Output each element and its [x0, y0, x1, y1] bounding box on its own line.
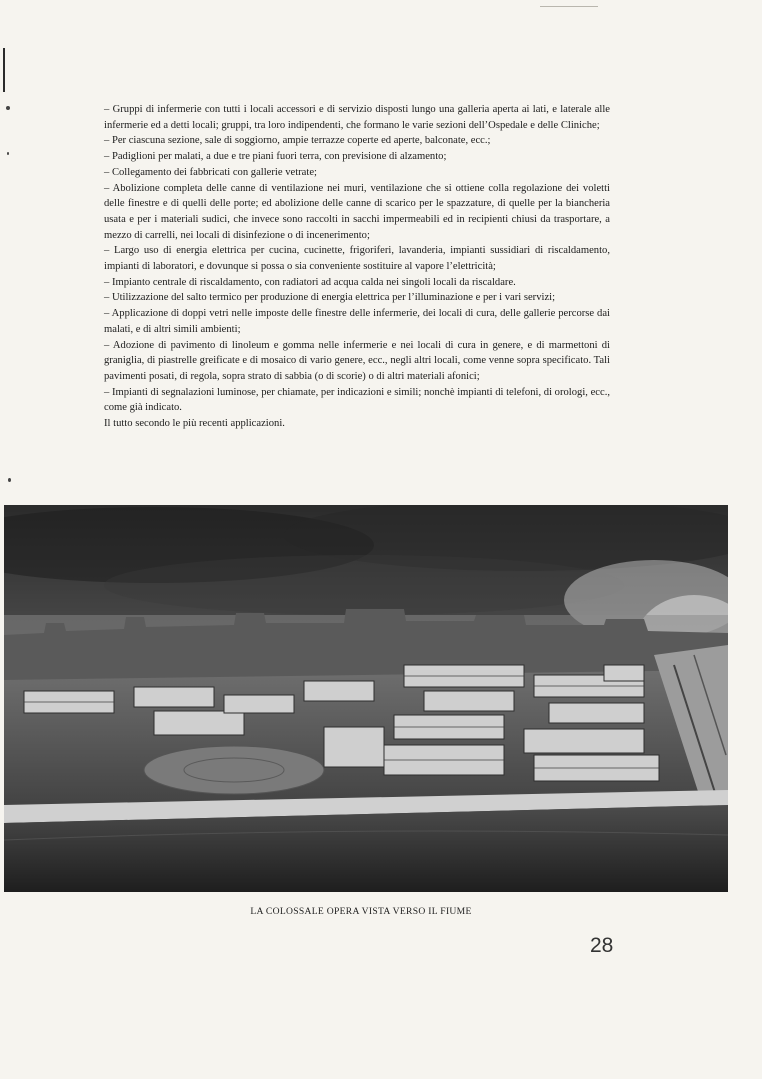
paragraph-doppi-vetri: – Applicazione di doppi vetri nelle imposte delle finestre delle infermerie, dei locali di cura, delle gallerie percorse dai malati, e di altri simili ambienti; [104, 308, 610, 335]
paragraph-soggiorno: – Per ciascuna sezione, sale di soggiorno, ampie terrazze coperte ed aperte, balconate, ecc.; [104, 135, 491, 147]
binding-mark [3, 48, 5, 92]
body-text [104, 102, 610, 432]
paragraph-collegamento: – Collegamento dei fabbricati con gallerie vetrate; [104, 166, 317, 178]
paragraph-salto-termico: – Utilizzazione del salto termico per produzione di energia elettrica per l’illuminazione e per i vari servizi; [104, 292, 556, 304]
paragraph-conclusione: Il tutto secondo le più recenti applicazioni. [104, 418, 285, 430]
paragraph-gruppi: – Gruppi di infermerie con tutti i locali accessori e di servizio disposti lungo una galleria aperta ai lati, e laterale alle infermerie ed a detti locali; gruppi, tra loro indipendenti, che formano le varie sezioni dell’Ospedale e delle Cliniche; [104, 104, 610, 131]
paragraph-riscaldamento: – Impianto centrale di riscaldamento, con radiatori ad acqua calda nei singoli locali da riscaldare. [104, 276, 516, 288]
paragraph-abolizione: – Abolizione completa delle canne di ventilazione nei muri, ventilazione che si ottiene colla regolazione dei voletti delle finestre e di quelli delle porte; ed abolizione delle canne di scarico per le spazzature, di quelle per la biancheria usata e per i materiali sudici, che invece sono raccolti in sacchi impermeabili ed in recipienti chiusi da trasportare, a mezzo di carrelli, nei locali di disinfezione o di incenerimento; [104, 182, 610, 241]
scan-speck [8, 478, 11, 482]
page-edge-mark [540, 0, 598, 7]
scan-speck [6, 106, 10, 110]
aerial-photo-illustration [4, 505, 728, 892]
photo-caption: LA COLOSSALE OPERA VISTA VERSO IL FIUME [250, 906, 472, 917]
paragraph-energia-elettrica: – Largo uso di energia elettrica per cucina, cucinette, frigoriferi, lavanderia, impianti sussidiari di riscaldamento, impianti di laboratori, e dovunque si possa o sia conveniente sostituire al vapore l’elettricità; [104, 245, 610, 273]
paragraph-padiglioni: – Padiglioni per malati, a due e tre piani fuori terra, con previsione di alzamento; [104, 151, 447, 163]
paragraph-segnalazioni: – Impianti di segnalazioni luminose, per chiamate, per indicazioni e simili; nonchè impianti di telefoni, di orologi, ecc., come già indicato. [104, 386, 610, 414]
aerial-photo [4, 505, 728, 892]
page-number: 28 [590, 934, 614, 957]
scan-speck [7, 152, 9, 155]
paragraph-pavimento: – Adozione di pavimento di linoleum e gomma nelle infermerie e nei locali di cura in genere, e di marmettoni di graniglia, di piastrelle greificate e di mosaico di vario genere, ecc., negli altri locali, come venne sopra specificato. Tali pavimenti posati, di regola, sopra strato di sabbia (o di scorie) o di altri materiali afonici; [104, 339, 610, 382]
